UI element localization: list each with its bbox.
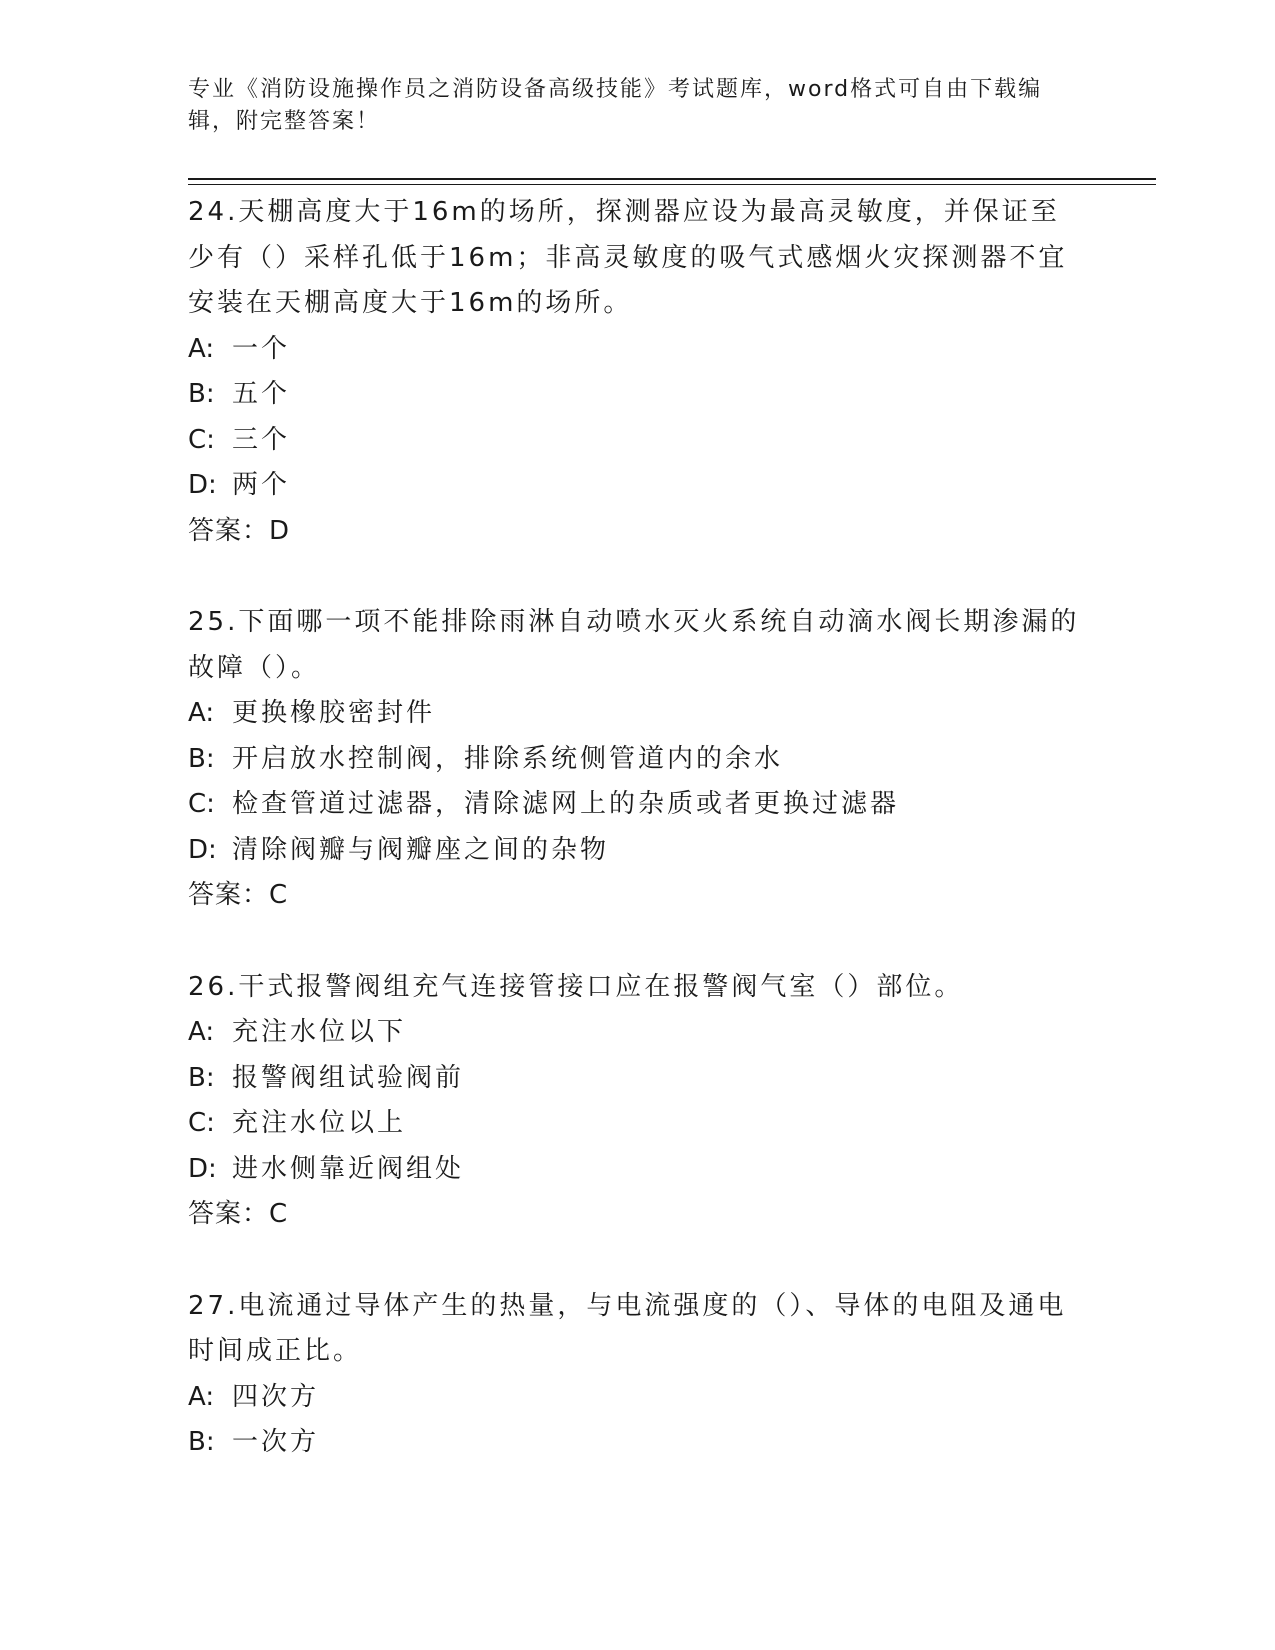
question-text: 27.电流通过导体产生的热量，与电流强度的（）、导体的电阻及通电时间成正比。 [188,1290,1067,1366]
option-d [188,1147,1088,1193]
option-a [188,327,1088,373]
question-25 [188,600,1088,919]
option-c [188,782,1088,828]
option-letter: B: [188,1062,215,1093]
question-26 [188,965,1088,1238]
option-c [188,418,1088,464]
option-letter: B: [188,1427,215,1457]
option-a [188,691,1088,737]
option-letter: A: [188,698,215,728]
document-header: 专业《消防设施操作员之消防设备高级技能》考试题库，word格式可自由下载编辑，附完整答案！ [188,77,1043,134]
option-b [188,1056,1088,1102]
option-text: 三个 [232,424,291,455]
option-text: 两个 [232,470,291,500]
question-list [188,190,1088,1512]
question-text: 24.天棚高度大于16m的场所，探测器应设为最高灵敏度，并保证至少有（）采样孔低于16m；非高灵敏度的吸气式感烟火灾探测器不宜安装在天棚高度大于16m的场所。 [188,197,1068,318]
option-d [188,828,1088,874]
question-text: 25.下面哪一项不能排除雨淋自动喷水灭火系统自动滴水阀长期渗漏的故障（）。 [188,607,1080,683]
option-text: 清除阀瓣与阀瓣座之间的杂物 [232,834,610,865]
option-text: 报警阀组试验阀前 [232,1062,465,1093]
option-letter: B: [188,743,215,774]
header-divider-thick [188,178,1156,180]
option-text: 充注水位以上 [232,1108,407,1138]
option-text: 五个 [232,379,291,409]
answer-line: 答案：C [188,1199,289,1229]
option-letter: D: [188,1153,217,1184]
option-letter: A: [188,1017,215,1047]
option-b [188,737,1088,783]
option-text: 进水侧靠近阀组处 [232,1153,465,1184]
option-letter: B: [188,379,215,409]
option-c [188,1101,1088,1147]
answer-line: 答案：D [188,515,291,546]
option-letter: C: [188,1108,215,1138]
option-text: 更换橡胶密封件 [232,698,436,728]
option-text: 充注水位以下 [232,1017,407,1047]
option-letter: C: [188,789,215,819]
option-text: 一个 [232,333,291,364]
option-letter: D: [188,834,217,865]
header-divider-thin [188,184,1156,185]
option-text: 检查管道过滤器，清除滤网上的杂质或者更换过滤器 [232,789,900,819]
question-text: 26.干式报警阀组充气连接管接口应在报警阀气室（）部位。 [188,971,964,1002]
option-letter: A: [188,333,215,364]
option-letter: A: [188,1381,215,1412]
question-27 [188,1284,1088,1466]
answer-line: 答案：C [188,880,289,910]
option-b [188,372,1088,418]
option-letter: D: [188,470,217,500]
option-text: 一次方 [232,1427,320,1457]
option-text: 四次方 [232,1381,320,1412]
option-a [188,1010,1088,1056]
option-b [188,1420,1088,1466]
question-24 [188,190,1088,554]
option-letter: C: [188,424,215,455]
option-text: 开启放水控制阀，排除系统侧管道内的余水 [232,743,784,774]
option-d [188,463,1088,509]
option-a [188,1375,1088,1421]
